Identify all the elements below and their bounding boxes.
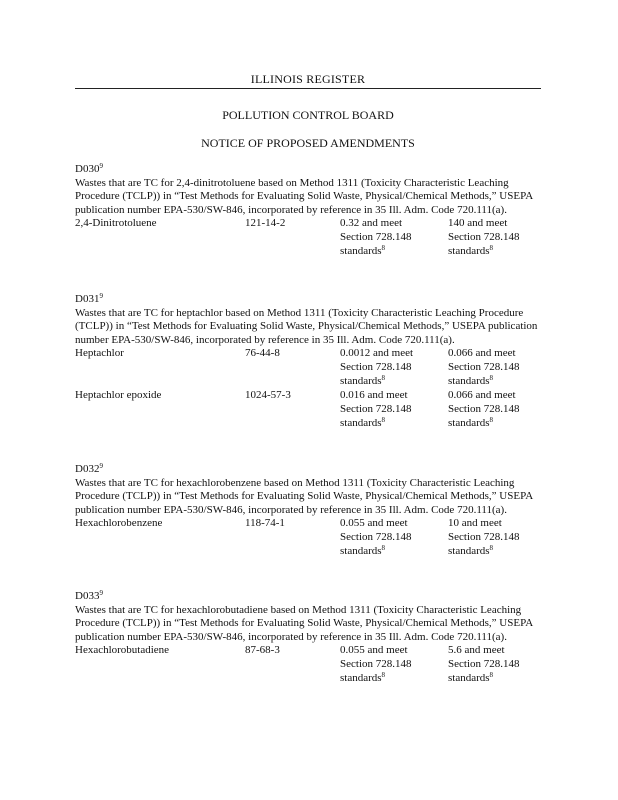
waste-code-text: D030 [75, 163, 100, 175]
std-line: standards [340, 416, 382, 429]
std-footnote: 8 [489, 373, 494, 382]
board-title: POLLUTION CONTROL BOARD [222, 108, 394, 122]
constituent-row [75, 217, 545, 259]
notice-title: NOTICE OF PROPOSED AMENDMENTS [201, 136, 415, 150]
constituent-row [75, 389, 545, 431]
waste-code [75, 293, 545, 307]
std-footnote: 8 [381, 243, 386, 252]
cas-number: 1024-57-3 [245, 389, 291, 402]
wastewater-standard [340, 644, 440, 685]
waste-description: Wastes that are TC for hexachlorobenzene based on Method 1311 (Toxicity Characteristic Leaching Procedure (TCLP)) in “Test Methods for Evaluating Solid Waste, Physical/Chemical Methods,” USEPA publication number EPA-530/SW-846, incorporated by reference in 35 Ill. Adm. Code 720.111(a). [75, 476, 533, 516]
waste-description: Wastes that are TC for heptachlor based on Method 1311 (Toxicity Characteristic Leaching Procedure (TCLP)) in “Test Methods for Evaluating Solid Waste, Physical/Chemical Methods,” USEPA publication number EPA-530/SW-846, incorporated by reference in 35 Ill. Adm. Code 720.111(a). [75, 306, 538, 346]
std-line: standards [340, 374, 382, 387]
cas-number: 121-14-2 [245, 217, 286, 230]
std-line: standards [340, 244, 382, 257]
chemical-name: Heptachlor [75, 347, 124, 360]
std-footnote: 8 [489, 543, 494, 552]
nonwastewater-standard [448, 217, 548, 258]
std-line: Section 728.148 [448, 230, 520, 243]
std-line: standards [448, 671, 490, 684]
std-footnote: 8 [381, 670, 386, 679]
wastewater-standard [340, 517, 440, 558]
waste-code-footnote: 9 [99, 462, 103, 470]
register-header: ILLINOIS REGISTER [250, 72, 366, 86]
nonwastewater-standard [448, 644, 548, 685]
cas-number: 87-68-3 [245, 644, 280, 657]
cas-number: 76-44-8 [245, 347, 280, 360]
waste-code-footnote: 9 [99, 292, 103, 300]
std-line: standards [448, 544, 490, 557]
std-line: 10 and meet [448, 517, 502, 530]
std-line: Section 728.148 [340, 657, 412, 670]
std-line: 0.0012 and meet [340, 347, 414, 360]
std-line: 0.016 and meet [340, 389, 408, 402]
header-rule [75, 88, 541, 89]
chemical-name: Hexachlorobenzene [75, 517, 163, 530]
wastewater-standard [340, 347, 440, 388]
section-d031 [75, 293, 545, 431]
waste-code-text: D031 [75, 293, 100, 305]
std-footnote: 8 [489, 415, 494, 424]
std-line: Section 728.148 [448, 360, 520, 373]
constituent-row [75, 644, 545, 686]
chemical-name: 2,4-Dinitrotoluene [75, 217, 157, 230]
waste-code [75, 463, 545, 477]
std-line: Section 728.148 [340, 530, 412, 543]
std-line: Section 728.148 [340, 230, 412, 243]
std-footnote: 8 [489, 670, 494, 679]
waste-code-text: D032 [75, 463, 100, 475]
std-line: 0.066 and meet [448, 389, 516, 402]
std-line: Section 728.148 [448, 402, 520, 415]
waste-code [75, 163, 545, 177]
std-line: Section 728.148 [340, 360, 412, 373]
std-line: 140 and meet [448, 217, 508, 230]
chemical-name: Hexachlorobutadiene [75, 644, 170, 657]
std-footnote: 8 [381, 415, 386, 424]
std-line: 0.055 and meet [340, 517, 408, 530]
section-d033 [75, 590, 545, 686]
std-line: standards [340, 671, 382, 684]
std-line: 0.055 and meet [340, 644, 408, 657]
std-line: 0.32 and meet [340, 217, 403, 230]
std-line: 5.6 and meet [448, 644, 505, 657]
waste-code-footnote: 9 [99, 589, 103, 597]
section-d030 [75, 163, 545, 259]
std-line: standards [448, 374, 490, 387]
std-footnote: 8 [381, 373, 386, 382]
constituent-row [75, 347, 545, 389]
wastewater-standard [340, 389, 440, 430]
nonwastewater-standard [448, 517, 548, 558]
std-line: standards [448, 244, 490, 257]
waste-code [75, 590, 545, 604]
std-line: 0.066 and meet [448, 347, 516, 360]
std-line: Section 728.148 [448, 530, 520, 543]
waste-description: Wastes that are TC for hexachlorobutadiene based on Method 1311 (Toxicity Characteristic Leaching Procedure (TCLP)) in “Test Methods for Evaluating Solid Waste, Physical/Chemical Methods,” USEPA publication number EPA-530/SW-846, incorporated by reference in 35 Ill. Adm. Code 720.111(a). [75, 603, 533, 643]
section-d032 [75, 463, 545, 559]
std-footnote: 8 [381, 543, 386, 552]
std-line: standards [448, 416, 490, 429]
waste-description: Wastes that are TC for 2,4-dinitrotoluene based on Method 1311 (Toxicity Characteristic Leaching Procedure (TCLP)) in “Test Methods for Evaluating Solid Waste, Physical/Chemical Methods,” USEPA publication number EPA-530/SW-846, incorporated by reference in 35 Ill. Adm. Code 720.111(a). [75, 176, 533, 216]
waste-code-footnote: 9 [99, 162, 103, 170]
nonwastewater-standard [448, 389, 548, 430]
constituent-row [75, 517, 545, 559]
wastewater-standard [340, 217, 440, 258]
nonwastewater-standard [448, 347, 548, 388]
std-line: standards [340, 544, 382, 557]
cas-number: 118-74-1 [245, 517, 285, 530]
std-line: Section 728.148 [340, 402, 412, 415]
std-footnote: 8 [489, 243, 494, 252]
waste-code-text: D033 [75, 590, 100, 602]
chemical-name: Heptachlor epoxide [75, 389, 162, 402]
std-line: Section 728.148 [448, 657, 520, 670]
